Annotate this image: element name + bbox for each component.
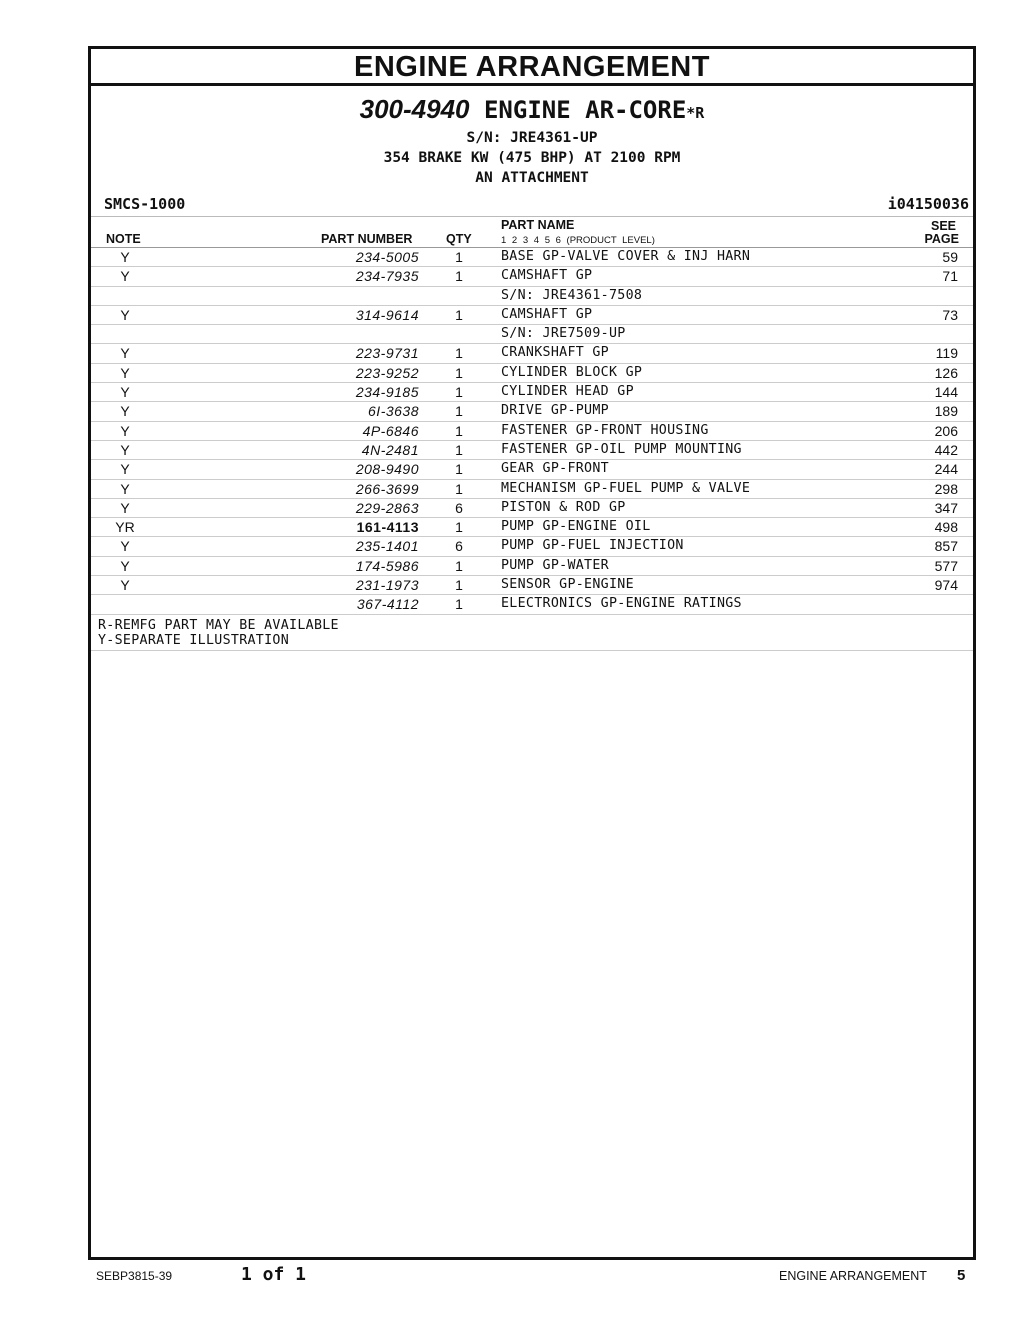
table-row (91, 287, 973, 306)
smcs-code: SMCS-1000 (104, 195, 186, 213)
table-row (91, 576, 973, 595)
assembly-header (91, 94, 973, 188)
part-name-cell: PUMP GP-WATER (501, 557, 609, 573)
col-part-number: PART NUMBER (321, 232, 413, 246)
qty-cell: 1 (455, 519, 463, 536)
table-row (91, 248, 973, 267)
footer-page-of: 1 of 1 (241, 1264, 307, 1285)
qty-cell: 1 (455, 577, 463, 594)
part-name-cell: PUMP GP-ENGINE OIL (501, 519, 651, 535)
part-number-cell: 174-5986 (355, 557, 419, 574)
table-row (91, 518, 973, 537)
part-name-cell: FASTENER GP-FRONT HOUSING (501, 422, 709, 438)
see-page-cell: 206 (934, 422, 958, 439)
part-name-cell: MECHANISM GP-FUEL PUMP & VALVE (501, 480, 751, 496)
table-row (91, 499, 973, 518)
qty-cell: 1 (455, 461, 463, 478)
table-row (91, 441, 973, 460)
qty-cell: 1 (455, 557, 463, 574)
qty-cell: 6 (455, 499, 463, 516)
assembly-name: ENGINE AR-CORE (483, 96, 687, 124)
table-row (91, 267, 973, 286)
table-row (91, 422, 973, 441)
qty-cell: 1 (455, 480, 463, 497)
note-cell: Y (120, 249, 130, 265)
see-page-cell: 298 (934, 480, 958, 497)
see-page-cell: 244 (934, 461, 958, 478)
note-cell: Y (120, 499, 130, 516)
part-number-cell: 223-9252 (355, 364, 419, 381)
part-name-cell: DRIVE GP-PUMP (501, 403, 609, 419)
qty-cell: 1 (455, 345, 463, 362)
attachment-label: AN ATTACHMENT (475, 170, 589, 186)
section-banner: ENGINE ARRANGEMENT (91, 49, 973, 86)
see-page-cell: 442 (934, 441, 958, 458)
qty-cell: 1 (455, 306, 463, 323)
part-number-cell: 367-4112 (356, 596, 419, 613)
see-page-cell: 857 (934, 538, 958, 555)
qty-cell: 1 (455, 441, 463, 458)
see-page-cell: 347 (934, 499, 958, 516)
part-name-cell: GEAR GP-FRONT (501, 461, 609, 477)
part-name-cell: FASTENER GP-OIL PUMP MOUNTING (501, 441, 742, 457)
col-page: PAGE (924, 232, 959, 246)
part-name-cell: S/N: JRE7509-UP (501, 326, 626, 342)
note-cell: YR (115, 519, 135, 536)
col-qty: QTY (446, 232, 472, 246)
code-row (91, 192, 973, 216)
part-number-cell: 4P-6846 (362, 422, 419, 439)
col-part-name: PART NAME (501, 218, 575, 232)
footer-page-number: 5 (957, 1267, 966, 1284)
part-number-cell: 223-9731 (355, 345, 419, 362)
note-cell: Y (120, 403, 130, 420)
part-number-cell: 229-2863 (355, 499, 419, 516)
part-number-cell: 314-9614 (355, 306, 419, 323)
see-page-cell: 144 (934, 384, 958, 401)
table-row (91, 364, 973, 383)
part-name-cell: S/N: JRE4361-7508 (501, 287, 643, 303)
page-footer (0, 1264, 1020, 1294)
legend (91, 615, 973, 651)
table-row (91, 344, 973, 363)
part-number-cell: 234-5005 (355, 249, 419, 265)
part-number-cell: 231-1973 (355, 577, 419, 594)
table-row (91, 557, 973, 576)
note-cell: Y (120, 345, 130, 362)
part-name-cell: SENSOR GP-ENGINE (501, 577, 634, 593)
table-row (91, 595, 973, 614)
table-row (91, 325, 973, 344)
col-note: NOTE (106, 232, 141, 246)
part-name-cell: ELECTRONICS GP-ENGINE RATINGS (501, 596, 742, 612)
qty-cell: 1 (455, 403, 463, 420)
qty-cell: 1 (455, 249, 463, 265)
part-name-cell: BASE GP-VALVE COVER & INJ HARN (501, 249, 751, 264)
part-name-cell: CRANKSHAFT GP (501, 345, 609, 361)
see-page-cell: 73 (942, 306, 958, 323)
see-page-cell: 126 (934, 364, 958, 381)
part-number-cell: 235-1401 (355, 538, 419, 555)
see-page-cell: 189 (934, 403, 958, 420)
legend-line: Y-SEPARATE ILLUSTRATION (98, 632, 290, 648)
parts-table-body (91, 248, 973, 615)
document-id: i04150036 (887, 195, 969, 213)
part-name-cell: CAMSHAFT GP (501, 268, 593, 284)
table-row (91, 402, 973, 421)
see-page-cell: 119 (935, 345, 958, 362)
see-page-cell: 498 (934, 519, 958, 536)
note-cell: Y (120, 268, 130, 285)
table-row (91, 306, 973, 325)
serial-range: S/N: JRE4361-UP (466, 130, 598, 146)
part-number-cell: 6I-3638 (368, 403, 419, 420)
see-page-cell: 59 (942, 249, 958, 265)
note-cell: Y (120, 577, 130, 594)
see-page-cell: 974 (934, 577, 958, 594)
note-cell: Y (120, 461, 130, 478)
assembly-title (91, 94, 973, 128)
note-cell: Y (120, 422, 130, 439)
legend-line: R-REMFG PART MAY BE AVAILABLE (98, 617, 339, 633)
part-name-cell: CYLINDER HEAD GP (501, 384, 634, 400)
note-cell: Y (120, 306, 130, 323)
col-product-level: 1 2 3 4 5 6 (PRODUCT LEVEL) (501, 235, 655, 246)
note-cell: Y (120, 480, 130, 497)
part-number-cell: 266-3699 (355, 480, 419, 497)
page-frame (88, 46, 976, 1260)
qty-cell: 1 (455, 364, 463, 381)
see-page-cell: 577 (934, 557, 958, 574)
part-name-cell: CAMSHAFT GP (501, 306, 593, 322)
part-name-cell: PUMP GP-FUEL INJECTION (501, 538, 684, 554)
part-number-cell: 4N-2481 (361, 441, 419, 458)
part-number-cell: 234-9185 (355, 384, 419, 401)
footer-doc-number: SEBP3815-39 (96, 1269, 173, 1283)
part-number-cell: 161-4113 (356, 519, 419, 536)
note-cell: Y (120, 364, 130, 381)
part-number-cell: 234-7935 (355, 268, 419, 285)
power-rating: 354 BRAKE KW (475 BHP) AT 2100 RPM (383, 150, 681, 166)
qty-cell: 6 (455, 538, 463, 555)
note-cell: Y (120, 538, 130, 555)
qty-cell: 1 (455, 596, 463, 613)
table-row (91, 460, 973, 479)
assembly-part-number: 300-4940 (359, 94, 470, 124)
table-row (91, 480, 973, 499)
note-cell: Y (120, 441, 130, 458)
qty-cell: 1 (455, 422, 463, 439)
note-cell: Y (120, 557, 130, 574)
qty-cell: 1 (455, 384, 463, 401)
note-cell: Y (120, 384, 130, 401)
part-name-cell: PISTON & ROD GP (501, 499, 626, 515)
assembly-suffix: *R (686, 104, 705, 122)
footer-section: ENGINE ARRANGEMENT (779, 1269, 927, 1283)
table-row (91, 537, 973, 556)
col-see: SEE (930, 219, 956, 233)
part-number-cell: 208-9490 (355, 461, 419, 478)
qty-cell: 1 (455, 268, 463, 285)
part-name-cell: CYLINDER BLOCK GP (501, 364, 643, 380)
table-header (91, 217, 973, 248)
see-page-cell: 71 (942, 268, 958, 285)
table-row (91, 383, 973, 402)
